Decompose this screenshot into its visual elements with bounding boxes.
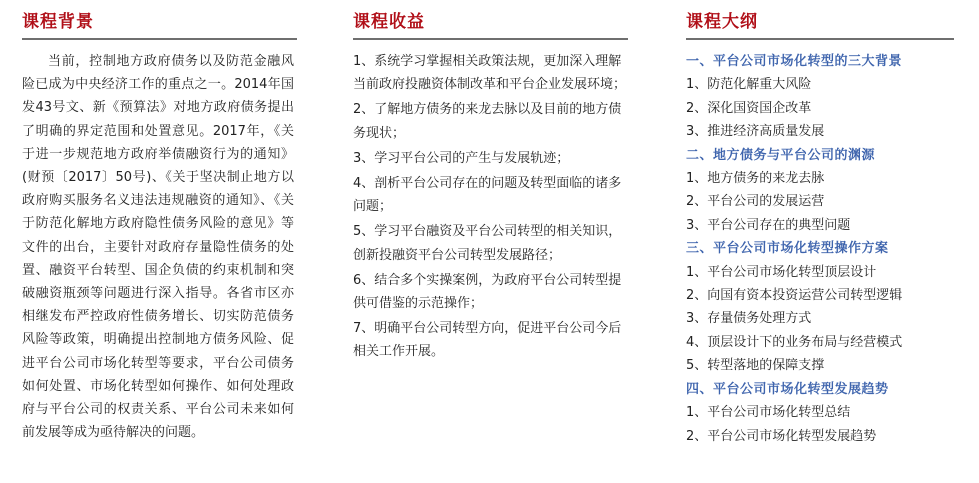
outline-item: 1、平台公司市场化转型总结 (686, 405, 851, 421)
outline-item: 2、平台公司的发展运营 (686, 194, 825, 210)
benefits-column (353, 8, 628, 366)
outline-section-title: 四、平台公司市场化转型发展趋势 (686, 381, 889, 397)
outline-item: 2、向国有资本投资运营公司转型逻辑 (686, 288, 903, 304)
outline-item: 4、顶层设计下的业务布局与经营模式 (686, 334, 903, 350)
background-heading: 课程背景 (22, 12, 94, 32)
benefit-item: 6、结合多个实操案例，为政府平台公司转型提供可借鉴的示范操作； (353, 272, 622, 312)
outline-column (686, 8, 954, 448)
outline-section-title: 二、地方债务与平台公司的渊源 (686, 147, 876, 163)
outline-item: 1、防范化解重大风险 (686, 77, 812, 93)
benefits-heading: 课程收益 (353, 12, 425, 32)
outline-item: 3、平台公司存在的典型问题 (686, 217, 851, 233)
benefits-divider (353, 38, 628, 40)
benefit-item: 2、了解地方债务的来龙去脉以及目前的地方债务现状； (353, 102, 622, 141)
outline-item: 1、平台公司市场化转型顶层设计 (686, 264, 877, 280)
outline-section-title: 三、平台公司市场化转型操作方案 (686, 241, 889, 257)
background-text: 当前，控制地方政府债务以及防范金融风险已成为中央经济工作的重点之一。2014年国发43号文、新《预算法》对地方政府债务提出了明确的界定范围和处置意见。2017年，《关于进一步规范地方政府举债融资行为的通知》(财预〔2017〕50号)、《关于坚决制止地方以政府购买服务名义违法违规融资的通知》、《关于防范化解地方政府隐性债务风险的意见》等文件的出台，主要针对政府存量隐性债务的处置、融资平台转型、国企负债的约束机制和突破融资瓶颈等问题进行深入指导。各省市区亦相继发布严控政府性债务增长、切实防范债务风险等政策，明确提出控制地方债务风险、促进平台公司市场化转型等要求，平台公司债务如何处置、市场化转型如何操作、如何处理政府与平台公司的权责关系、平台公司未来如何前发展等成为亟待解决的问题。 (22, 54, 294, 441)
outline-section-title: 一、平台公司市场化转型的三大背景 (686, 54, 903, 69)
outline-item: 2、深化国资国企改革 (686, 100, 812, 116)
background-column (22, 8, 294, 444)
benefit-item: 7、明确平台公司转型方向，促进平台公司今后相关工作开展。 (353, 321, 622, 360)
benefit-item: 3、学习平台公司的产生与发展轨迹； (353, 150, 570, 166)
outline-item: 3、存量债务处理方式 (686, 311, 812, 327)
outline-item: 2、平台公司市场化转型发展趋势 (686, 428, 877, 444)
benefit-item: 5、学习平台融资及平台公司转型的相关知识，创新投融资平台公司转型发展路径； (353, 224, 622, 263)
background-divider (22, 38, 297, 40)
outline-divider (686, 38, 954, 40)
benefit-item: 4、剖析平台公司存在的问题及转型面临的诸多问题； (353, 176, 622, 215)
outline-item: 5、转型落地的保障支撑 (686, 358, 825, 374)
outline-item: 3、推进经济高质量发展 (686, 124, 825, 140)
benefit-item: 1、系统学习掌握相关政策法规，更加深入理解当前政府投融资体制改革和平台企业发展环境； (353, 54, 627, 93)
outline-item: 1、地方债务的来龙去脉 (686, 171, 825, 187)
outline-heading: 课程大纲 (686, 12, 758, 32)
